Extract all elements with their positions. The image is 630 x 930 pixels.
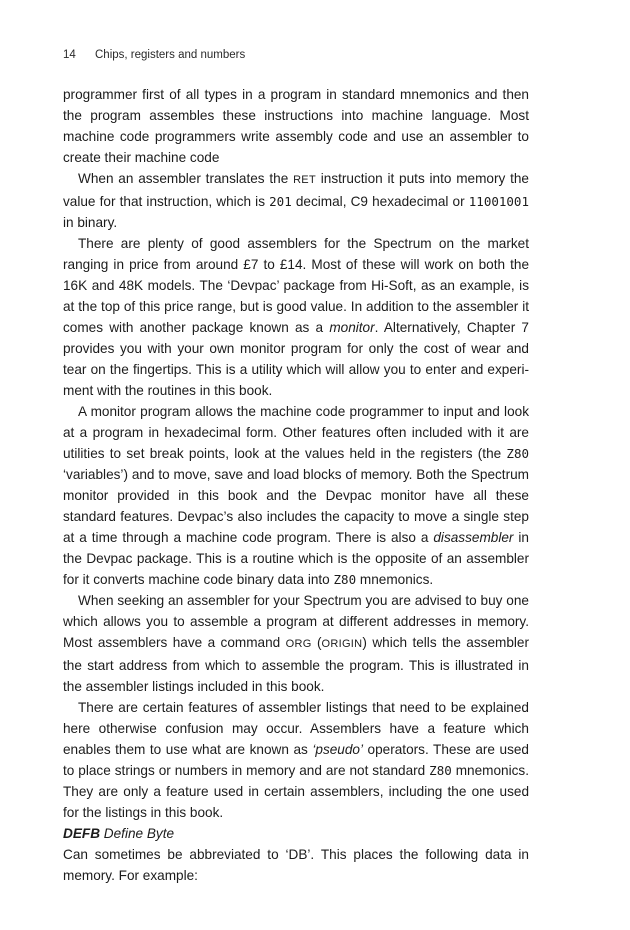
ret-mnemonic: RET [293, 174, 316, 186]
disassembler-term: disassembler [433, 530, 514, 545]
page-number: 14 [63, 49, 76, 61]
binary-value: 11001001 [468, 194, 529, 209]
book-page [63, 46, 529, 886]
pseudo-term: ‘pseudo’ [312, 742, 363, 757]
running-head [63, 46, 529, 64]
paragraph-5: When seeking an assembler for your Spectrum you are advised to buy one which allows you to assemble a program at different addresses in memory. Most assemblers have a command ORG (ORIGIN) which tells the assembler the start address from which to assemble the program. This is illustrated in the assembler listings included in this book. [63, 593, 529, 694]
origin-command: ORIGIN [321, 638, 363, 650]
org-command: ORG [285, 638, 312, 650]
paragraph-6: There are certain features of assembler listings that need to be explained here otherwise confusion may occur. Assemblers have a feature which enables them to use what are known as ‘pseudo’ operators. These are used to place strings or numbers in memory and are not standard Z80 mnemonics. They are only a feature used in certain assemblers, including the one used for the listings in this book. [63, 700, 529, 820]
defb-gloss: Define Byte [103, 826, 175, 841]
body-text [63, 84, 529, 886]
decimal-value: 201 [269, 194, 292, 209]
defb-description: Can sometimes be abbreviated to ‘DB’. This places the following data in memory. For example: [63, 847, 529, 883]
paragraph-3: There are plenty of good assemblers for the Spectrum on the market ranging in price from around £7 to £14. Most of these will work on both the 16K and 48K models. The ‘Devpac’ package from Hi-Soft, as an example, is at the top of this price range, but is good value. In addition to the assembler it comes with another package known as a monitor. Alternatively, Chapter 7 provides you with your own monitor program for only the cost of wear and tear on the fingertips. This is a utility which will allow you to enter and experiment with the routines in this book. [63, 236, 529, 398]
monitor-term: monitor [329, 320, 375, 335]
defb-heading [63, 823, 529, 844]
paragraph-1: programmer first of all types in a program in standard mnemonics and then the program assembles these instructions into machine language. Most machine code programmers write assembly code and use an assembler to create their machine code [63, 87, 529, 165]
paragraph-2: When an assembler translates the RET instruction it puts into memory the value for that instruction, which is 201 decimal, C9 hexadecimal or 11001001 in binary. [63, 171, 529, 230]
paragraph-4: A monitor program allows the machine code programmer to input and look at a program in hexadecimal form. Other features often included with it are utilities to set break points, look at the values held in the registers (the Z80 ‘variables’) and to move, save and load blocks of memory. Both the Spectrum monitor provided in this book and the Devpac monitor have all these standard features. Devpac’s also includes the capacity to move a single step at a time through a machine code program. There is also a disassembler in the Devpac package. This is a routine which is the opposite of an assembler for it converts machine code binary data into Z80 mnemonics. [63, 404, 529, 587]
chapter-title: Chips, registers and numbers [95, 49, 246, 61]
defb-term: DEFB [63, 826, 101, 841]
